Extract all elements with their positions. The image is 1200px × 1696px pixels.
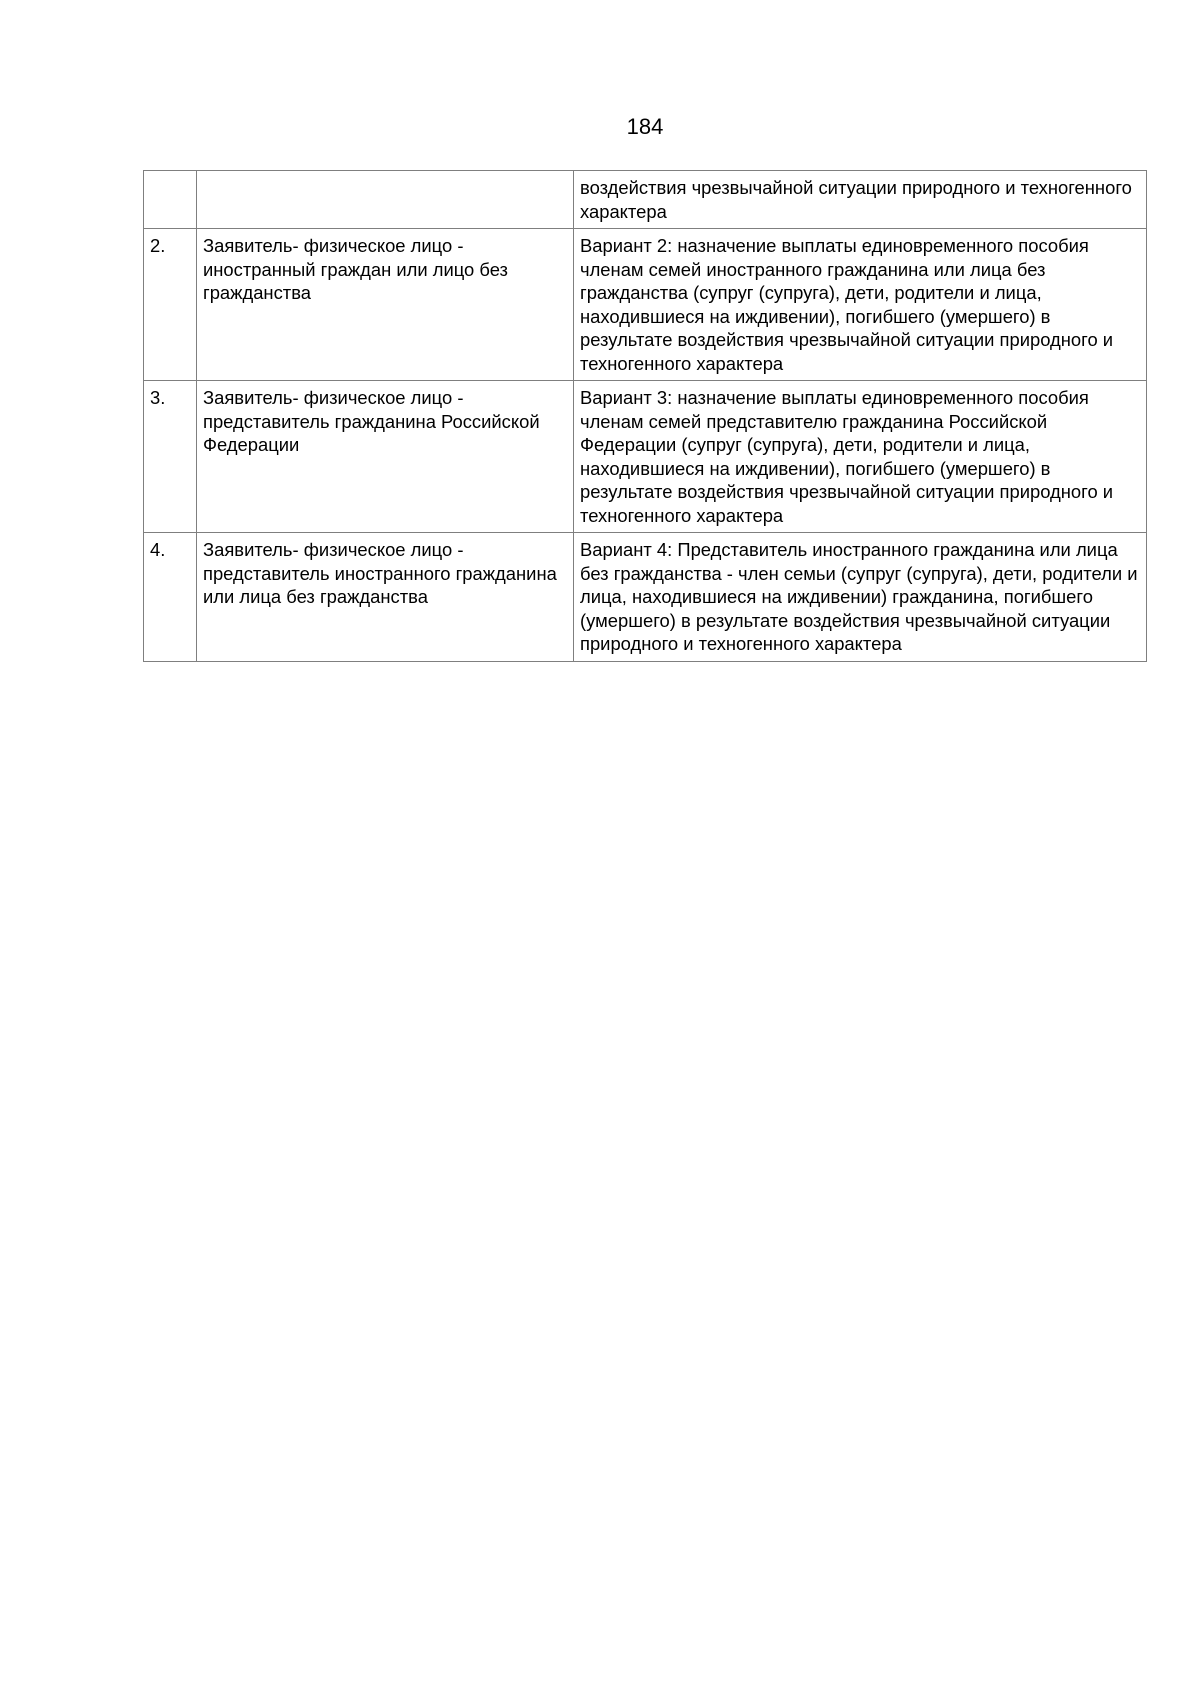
- variants-table: [143, 170, 1147, 662]
- row-number-cell: 4.: [144, 533, 197, 662]
- table-row: [144, 229, 1147, 381]
- variant-cell: Вариант 4: Представитель иностранного гражданина или лица без гражданства - член семьи (супруг (супруга), дети, родители и лица, находившиеся на иждивении) гражданина, погибшего (умершего) в результате воздействия чрезвычайной ситуации природного и техногенного характера: [574, 533, 1147, 662]
- variant-cell: воздействия чрезвычайной ситуации природного и техногенного характера: [574, 171, 1147, 229]
- variant-cell: Вариант 3: назначение выплаты единовременного пособия членам семей представителю гражданина Российской Федерации (супруг (супруга), дети, родители и лица, находившиеся на иждивении), погибшего (умершего) в результате воздействия чрезвычайной ситуации природного и техногенного характера: [574, 381, 1147, 533]
- table-row: [144, 381, 1147, 533]
- variant-cell: Вариант 2: назначение выплаты единовременного пособия членам семей иностранного гражданина или лица без гражданства (супруг (супруга), дети, родители и лица, находившиеся на иждивении), погибшего (умершего) в результате воздействия чрезвычайной ситуации природного и техногенного характера: [574, 229, 1147, 381]
- applicant-cell: Заявитель- физическое лицо - иностранный граждан или лицо без гражданства: [197, 229, 574, 381]
- page-number: 184: [626, 114, 664, 139]
- row-number-cell: [144, 171, 197, 229]
- row-number-cell: 3.: [144, 381, 197, 533]
- table-row: [144, 171, 1147, 229]
- table-row: [144, 533, 1147, 662]
- applicant-cell: Заявитель- физическое лицо - представитель иностранного гражданина или лица без гражданства: [197, 533, 574, 662]
- applicant-cell: Заявитель- физическое лицо - представитель гражданина Российской Федерации: [197, 381, 574, 533]
- row-number-cell: 2.: [144, 229, 197, 381]
- applicant-cell: [197, 171, 574, 229]
